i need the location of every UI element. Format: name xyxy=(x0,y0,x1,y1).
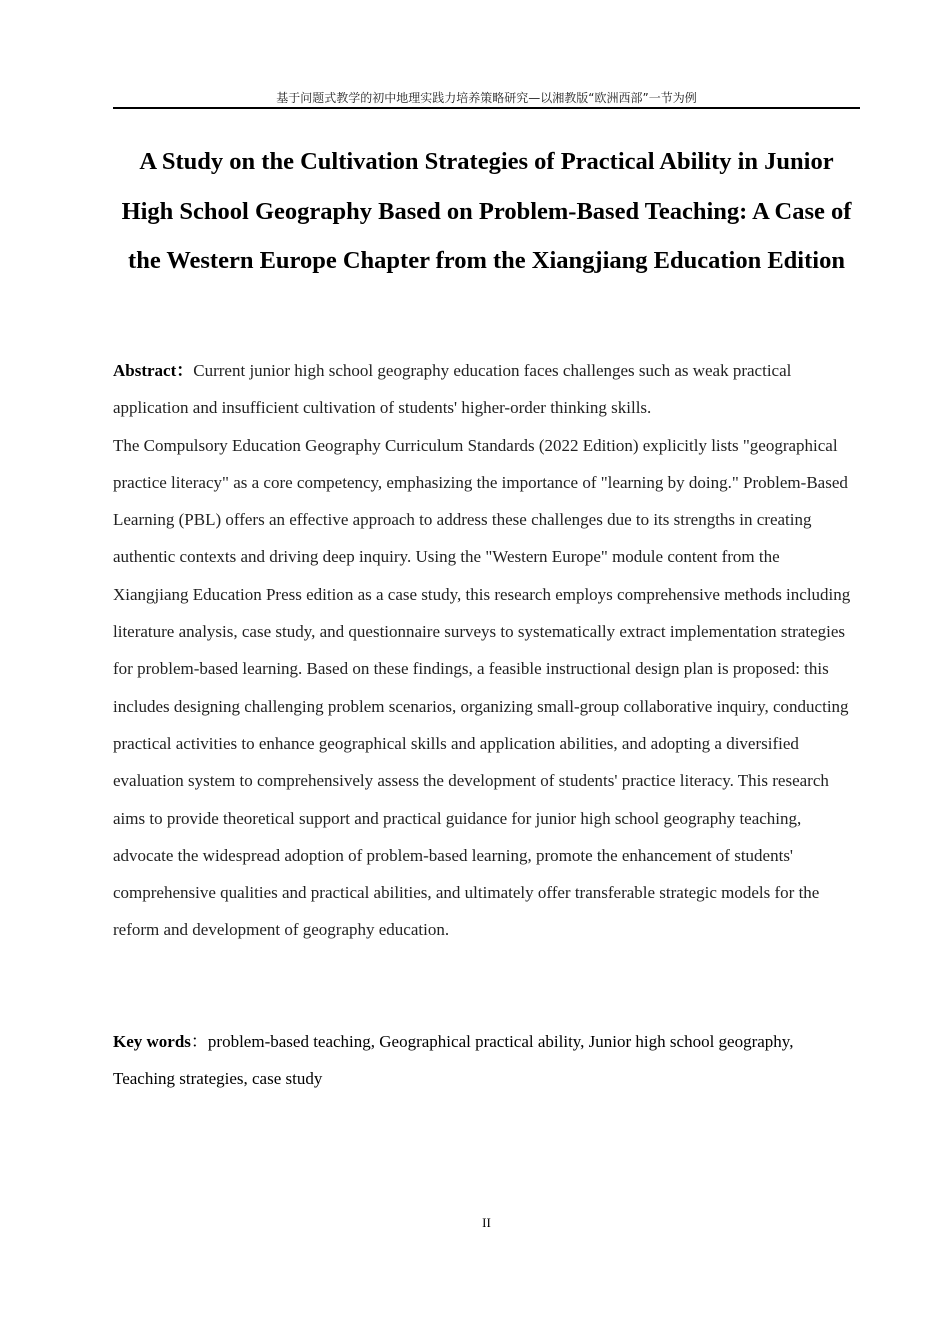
header-rule xyxy=(113,107,860,109)
abstract-first-text: Current junior high school geography education faces challenges such as weak practical application and insufficient cultivation of students' higher-order thinking skills. xyxy=(113,361,792,418)
page-number: II xyxy=(482,1215,491,1230)
paper-title: A Study on the Cultivation Strategies of Practical Ability in Junior High School Geography Based on Problem-Based Teaching: A Case of the Western Europe Chapter from the Xiangjiang Education Edition xyxy=(121,148,852,274)
running-header: 基于问题式教学的初中地理实践力培养策略研究—以湘教版“欧洲西部”一节为例 xyxy=(276,91,697,105)
abstract-body: The Compulsory Education Geography Curriculum Standards (2022 Edition) explicitly lists "geographical practice literacy" as a core competency, emphasizing the importance of "learning by doing." Problem-Based Learning (PBL) offers an effective approach to address these challenges due to its strengths in creating authentic contexts and driving deep inquiry. Using the "Western Europe" module content from the Xiangjiang Education Press edition as a case study, this research employs comprehensive methods including literature analysis, case study, and questionnaire surveys to systematically extract implementation strategies for problem-based learning. Based on these findings, a feasible instructional design plan is proposed: this includes designing challenging problem scenarios, organizing small-group collaborative inquiry, conducting practical activities to enhance geographical skills and application abilities, and adopting a diversified evaluation system to comprehensively assess the development of students' practice literacy. This research aims to provide theoretical support and practical guidance for junior high school geography teaching, advocate the widespread adoption of problem-based learning, promote the enhancement of students' comprehensive qualities and practical abilities, and ultimately offer transferable strategic models for the reform and development of geography education. xyxy=(113,435,851,940)
keywords-text: problem-based teaching, Geographical practical ability, Junior high school geography, Teaching strategies, case study xyxy=(113,1032,794,1088)
keywords-separator: ： xyxy=(190,1032,208,1051)
keywords-section xyxy=(113,1023,858,1097)
keywords-label: Key words xyxy=(113,1032,191,1051)
abstract-first-sentence xyxy=(113,352,858,427)
abstract-label: Abstract： xyxy=(113,361,194,380)
abstract-section xyxy=(113,352,858,949)
